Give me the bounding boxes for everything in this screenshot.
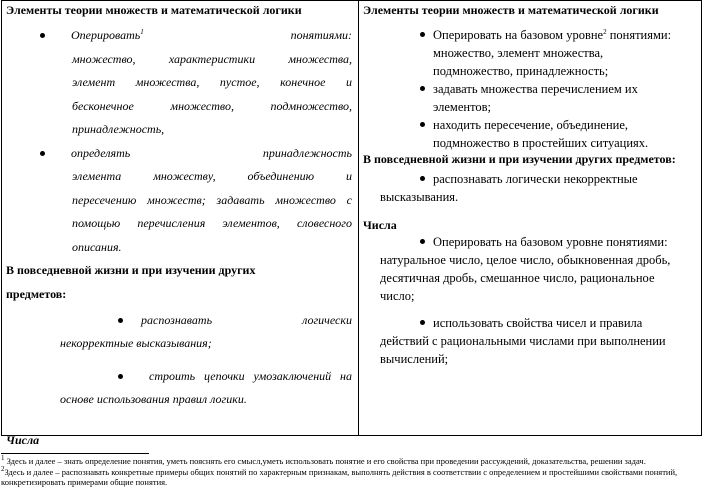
left-heading: Элементы теории множеств и математической логики bbox=[6, 3, 302, 17]
right-bullet-6: использовать свойства чисел и правила действий с рациональными числами при выполнении вычислений; bbox=[380, 316, 666, 366]
right-subheading-daily: В повседневной жизни и при изучении других предметов: bbox=[363, 152, 676, 166]
left-subheading-numbers: Числа bbox=[6, 433, 40, 447]
left-column bbox=[2, 1, 358, 448]
footnote-2: $^2$Здесь и далее – распознавать конкретные примеры общих понятий по характерным признакам, выполнять действия в соответствии с определением и простейшими свойствами понятий, конкретизировать примерами общие понятия. bbox=[1, 464, 678, 487]
right-subheading-numbers: Числа bbox=[363, 218, 397, 232]
footnotes bbox=[1, 456, 701, 488]
left-bullet-3: распознавать логически некорректные высказывания; bbox=[60, 313, 352, 350]
left-bullet-1: Оперировать$^1$ понятиями: множество, характеристики множества, элемент множества, пустое, конечное и бесконечное множество, подмножество, принадлежность, bbox=[6, 24, 352, 142]
right-bullet-5: Оперировать на базовом уровне понятиями: натуральное число, целое число, обыкновенная дробь, десятичная дробь, смешанное число, рациональное число; bbox=[380, 235, 671, 303]
right-bullet-2: задавать множества перечислением их элементов; bbox=[363, 80, 697, 116]
left-subheading-daily: В повседневной жизни и при изучении других предметов: bbox=[6, 263, 256, 301]
right-bullet-1: Оперировать на базовом уровне$^2$ понятиями: множество, элемент множества, подмножество, принадлежность; bbox=[363, 26, 697, 80]
standards-table bbox=[1, 0, 702, 447]
right-bullet-4: распознавать логически некорректные высказывания. bbox=[380, 172, 638, 204]
footnote-separator bbox=[1, 453, 149, 454]
left-bullet-4: строить цепочки умозаключений на основе использования правил логики. bbox=[60, 369, 352, 406]
left-bullet-2: определять принадлежность элемента множеству, объединению и пересечению множеств; задавать множество с помощью перечисления элементов, словесного описания. bbox=[6, 142, 352, 260]
footnote-1: $^1$ Здесь и далее – знать определение понятия, уметь пояснять его смысл,уметь использовать понятие и его свойства при проведении рассуждений, доказательства, решении задач. bbox=[1, 454, 646, 466]
right-heading: Элементы теории множеств и математической логики bbox=[363, 3, 659, 17]
right-bullet-3: находить пересечение, объединение, подмножество в простейших ситуациях. bbox=[363, 116, 697, 152]
right-column bbox=[359, 1, 701, 368]
